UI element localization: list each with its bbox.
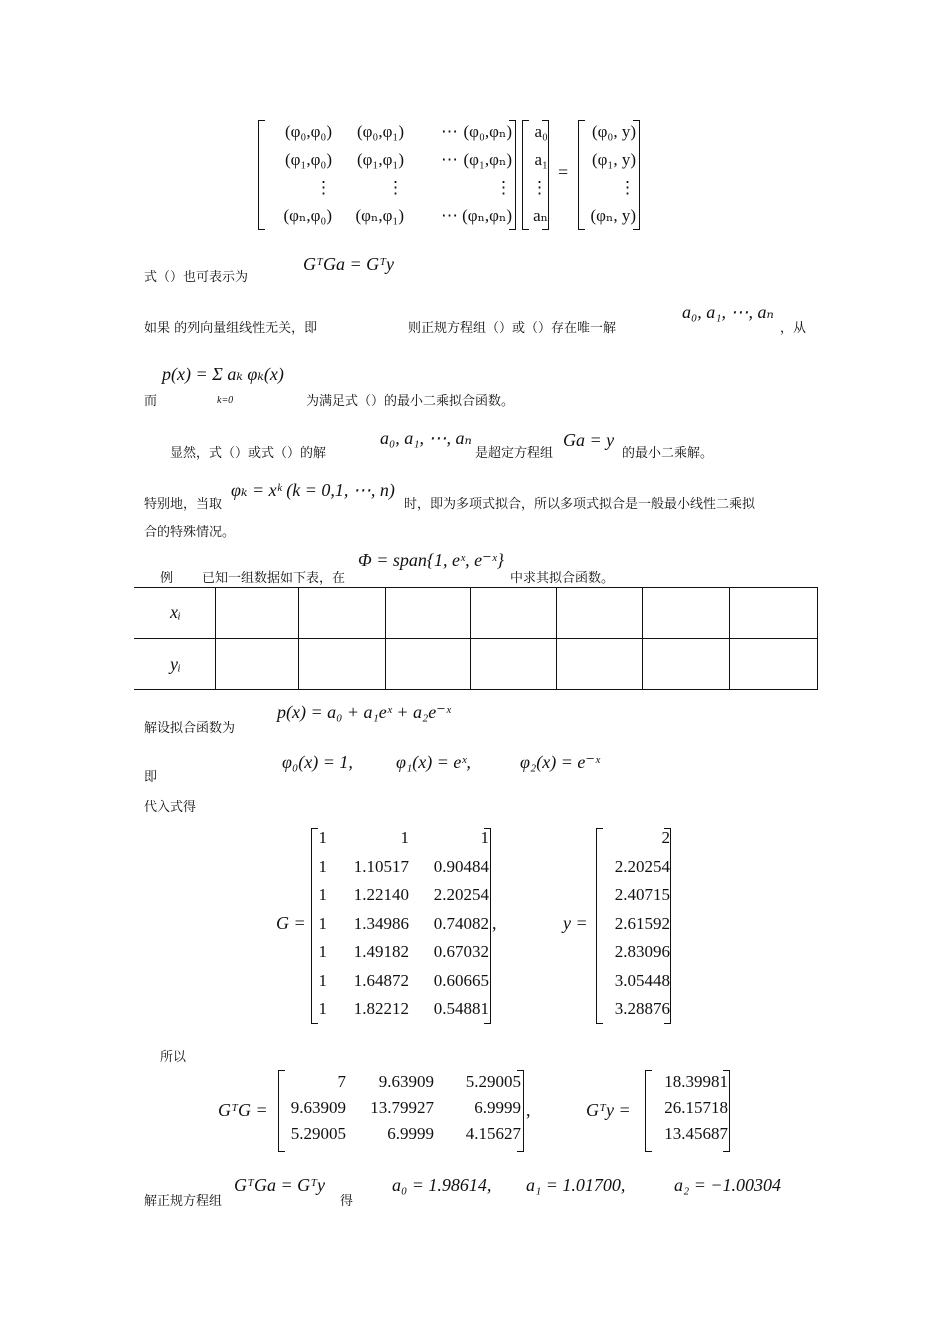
p11-formula: GᵀGa = Gᵀy xyxy=(234,1175,326,1195)
g-matrix-cell: 1 xyxy=(480,828,489,847)
table-line xyxy=(134,689,818,690)
table-line xyxy=(134,587,818,588)
p4-text-a: 显然，式（）或式（）的解 xyxy=(170,446,327,461)
g-matrix-cell: 1 xyxy=(318,999,327,1018)
y-left-bracket xyxy=(596,828,603,1024)
p6-formula: Φ = span{1, eˣ, e⁻ˣ} xyxy=(358,550,504,570)
a-vector-left-bracket xyxy=(522,120,529,230)
gtg-matrix-cell: 9.63909 xyxy=(378,1072,434,1091)
rhs-vector-cell: (φₙ, y) xyxy=(590,206,636,225)
table-line xyxy=(470,587,471,690)
p2-text-b: 则正规方程组（）或（）存在唯一解 xyxy=(408,321,617,336)
table-line xyxy=(298,587,299,690)
table-line xyxy=(385,587,386,690)
a1-value: a₁ = 1.01700, xyxy=(526,1175,626,1195)
gtg-left-bracket xyxy=(278,1070,285,1152)
phi0-def: φ₀(x) = 1, xyxy=(282,752,353,772)
phi1-def: φ₁(x) = eˣ, xyxy=(396,752,471,772)
phi-matrix-cell: ⋮ xyxy=(387,178,404,197)
p9-text: 代入式得 xyxy=(144,800,197,815)
gty-vector-cell: 18.39981 xyxy=(664,1072,728,1091)
p10-text: 所以 xyxy=(160,1050,187,1065)
p3-lead: 而 xyxy=(144,394,158,409)
g-matrix-trail: , xyxy=(492,913,497,933)
gtg-matrix-cell: 9.63909 xyxy=(290,1098,346,1117)
gty-vector-cell: 13.45687 xyxy=(664,1124,728,1143)
y-vector-cell: 2.61592 xyxy=(614,913,670,933)
p7-text: 解设拟合函数为 xyxy=(144,721,236,736)
p4-formula: Ga = y xyxy=(563,430,615,450)
p6-text-c: 中求其拟合函数。 xyxy=(510,571,615,586)
phi-matrix-cell: (φ₀,φ₁) xyxy=(356,122,404,141)
gtg-matrix-cell: 6.9999 xyxy=(387,1124,434,1143)
gtg-matrix-cell: 6.9999 xyxy=(474,1098,521,1117)
gty-vector-cell: 26.15718 xyxy=(664,1098,728,1117)
g-matrix-cell: 1 xyxy=(318,970,327,990)
p5-text-b: 时，即为多项式拟合，所以多项式拟合是一般最小线性二乘拟 xyxy=(404,497,756,512)
equals-sign: = xyxy=(558,162,569,182)
g-matrix-cell: 1 xyxy=(318,828,327,847)
matrix-left-bracket xyxy=(258,120,265,230)
gtg-matrix-cell: 5.29005 xyxy=(465,1072,521,1091)
phi-matrix-cell: (φ₁,φₙ) xyxy=(463,150,512,169)
y-vector-cell: 2.83096 xyxy=(614,942,670,961)
table-row1-label: xᵢ xyxy=(170,602,181,622)
p11-text-b: 得 xyxy=(340,1194,354,1209)
p1-text: 式（）也可表示为 xyxy=(144,270,249,285)
phi-matrix-cell: (φ₀,φ₀) xyxy=(284,122,332,141)
phi-matrix-cell: ⋯ xyxy=(441,206,458,225)
gty-left-bracket xyxy=(645,1070,652,1152)
g-left-bracket xyxy=(311,828,318,1024)
phi2-def: φ₂(x) = e⁻ˣ xyxy=(520,752,600,772)
gtg-matrix-cell: 13.79927 xyxy=(370,1098,434,1117)
p8-text: 即 xyxy=(144,770,158,785)
p4-solution: a₀, a₁, ⋯, aₙ xyxy=(380,428,472,448)
g-matrix-cell: 1.22140 xyxy=(353,885,409,904)
a2-value: a₂ = −1.00304 xyxy=(674,1175,782,1195)
p4-text-c: 的最小二乘解。 xyxy=(622,446,714,461)
table-line xyxy=(215,587,216,690)
g-matrix-cell: 1 xyxy=(318,856,327,876)
rhs-vector-cell: (φ₁, y) xyxy=(591,150,636,169)
g-matrix-cell: 0.90484 xyxy=(433,856,489,876)
y-vector-cell: 2 xyxy=(661,828,670,847)
p2-text-c: ，从 xyxy=(780,321,807,336)
p3-formula: p(x) = Σ aₖ φₖ(x) xyxy=(162,364,284,384)
a-vector-cell: ⋮ xyxy=(531,178,548,197)
y-vector-cell: 2.20254 xyxy=(614,856,670,876)
phi-matrix-cell: (φ₁,φ₀) xyxy=(284,150,332,169)
g-matrix-cell: 0.54881 xyxy=(433,999,489,1018)
phi-matrix-cell: (φ₀,φₙ) xyxy=(463,122,512,141)
p5-text-a: 特别地，当取 xyxy=(144,497,223,512)
gty-label: Gᵀy = xyxy=(586,1100,631,1120)
g-matrix-cell: 1 xyxy=(318,913,327,933)
data-table xyxy=(134,587,818,690)
g-matrix-cell: 1.34986 xyxy=(353,913,409,933)
table-line xyxy=(134,638,818,639)
phi-matrix-cell: (φₙ,φₙ) xyxy=(462,206,512,225)
table-line xyxy=(729,587,730,690)
rhs-vector-cell: ⋮ xyxy=(619,178,636,197)
gtg-trail: , xyxy=(526,1100,531,1120)
phi-matrix-cell: (φₙ,φ₁) xyxy=(355,206,404,225)
p5-formula: φₖ = xᵏ (k = 0,1, ⋯, n) xyxy=(231,480,395,500)
g-matrix-cell: 1.82212 xyxy=(353,999,409,1018)
g-matrix-label: G = xyxy=(276,913,306,933)
p3-sum-index: k=0 xyxy=(217,395,234,406)
p3-text: 为满足式（）的最小二乘拟合函数。 xyxy=(306,394,515,409)
a-vector-cell: a₁ xyxy=(534,150,548,169)
a0-value: a₀ = 1.98614, xyxy=(392,1175,492,1195)
p6-text-a: 例 xyxy=(160,571,174,586)
rhs-left-bracket xyxy=(578,120,585,230)
g-matrix-cell: 1 xyxy=(318,885,327,904)
phi-matrix-cell: ⋮ xyxy=(315,178,332,197)
gtg-matrix-cell: 7 xyxy=(337,1072,346,1091)
a-vector-cell: a₀ xyxy=(534,122,548,141)
gtg-matrix-cell: 4.15627 xyxy=(465,1124,521,1143)
phi-matrix-cell: ⋮ xyxy=(495,178,512,197)
phi-matrix-cell: (φₙ,φ₀) xyxy=(283,206,332,225)
g-matrix-cell: 1.49182 xyxy=(353,942,409,961)
p11-text-a: 解正规方程组 xyxy=(144,1194,223,1209)
table-line xyxy=(642,587,643,690)
y-vector-cell: 3.05448 xyxy=(614,970,670,990)
g-matrix-cell: 1.64872 xyxy=(353,970,409,990)
p5-text-c: 合的特殊情况。 xyxy=(144,525,236,540)
table-row2-label: yᵢ xyxy=(170,654,181,674)
g-matrix-cell: 1 xyxy=(318,942,327,961)
p4-text-b: 是超定方程组 xyxy=(475,446,554,461)
p2-text-a: 如果 的列向量组线性无关，即 xyxy=(144,321,318,336)
phi-matrix-cell: (φ₁,φ₁) xyxy=(356,150,404,169)
g-matrix-cell: 1 xyxy=(400,828,409,847)
y-vector-cell: 3.28876 xyxy=(614,999,670,1018)
phi-matrix-cell: ⋯ xyxy=(441,150,458,169)
gtg-matrix-cell: 5.29005 xyxy=(290,1124,346,1143)
p6-text-b: 已知一组数据如下表，在 xyxy=(202,571,346,586)
p7-formula: p(x) = a₀ + a₁eˣ + a₂e⁻ˣ xyxy=(277,702,451,722)
table-line xyxy=(556,587,557,690)
y-vector-label: y = xyxy=(563,913,588,933)
table-line xyxy=(817,587,818,690)
p2-solution: a₀, a₁, ⋯, aₙ xyxy=(682,302,774,322)
y-vector-cell: 2.40715 xyxy=(614,885,670,904)
g-matrix-cell: 2.20254 xyxy=(433,885,489,904)
g-matrix-cell: 0.60665 xyxy=(433,970,489,990)
phi-matrix-cell: ⋯ xyxy=(441,122,458,141)
g-matrix-cell: 1.10517 xyxy=(353,856,409,876)
a-vector-cell: aₙ xyxy=(533,206,548,225)
g-matrix-cell: 0.74082 xyxy=(433,913,489,933)
gtg-label: GᵀG = xyxy=(218,1100,268,1120)
p1-formula: GᵀGa = Gᵀy xyxy=(303,254,395,274)
rhs-vector-cell: (φ₀, y) xyxy=(591,122,636,141)
g-matrix-cell: 0.67032 xyxy=(433,942,489,961)
